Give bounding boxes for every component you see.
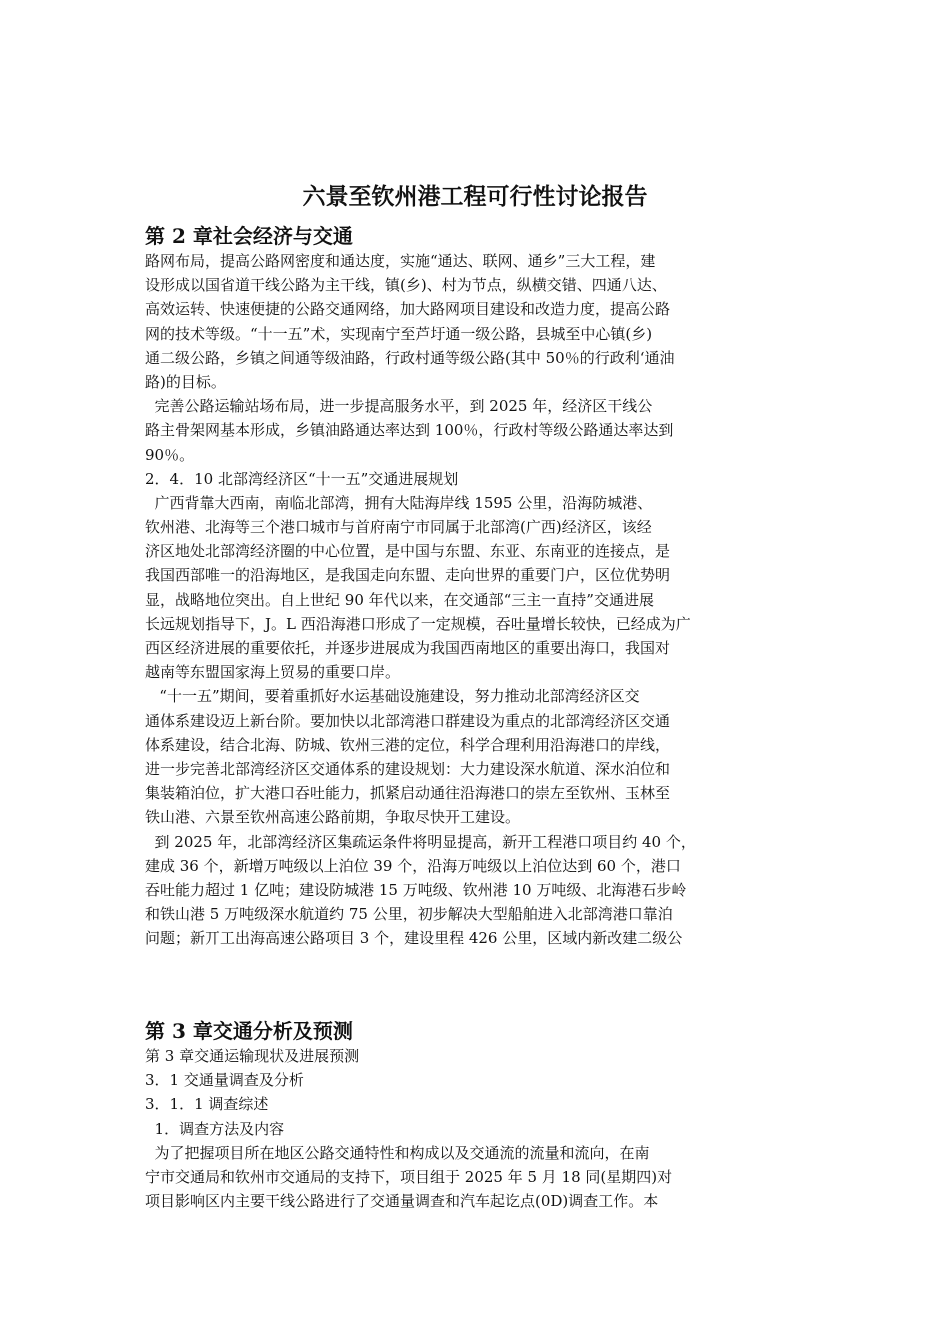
body-line: 越南等东盟国家海上贸易的重要口岸。 xyxy=(145,663,401,682)
chapter-3-heading: 第 3 章交通分析及预测 xyxy=(145,1019,353,1043)
body-line: 完善公路运输站场布局，进一步提高服务水平，到 2025 年，经济区干线公 xyxy=(145,397,653,416)
body-line: 宁市交通局和钦州市交通局的支持下，项目组于 2025 年 5 月 18 同(星期四)对 xyxy=(145,1167,673,1186)
body-line: “十一五”期间，要着重抓好水运基础设施建设，努力推动北部湾经济区交 xyxy=(145,687,640,706)
chapter-2-body xyxy=(145,249,765,950)
body-line: 设形成以国省道干线公路为主干线，镇(乡)、村为节点，纵横交错、四通八达、 xyxy=(145,276,667,295)
section-heading: 1．调查方法及内容 xyxy=(145,1119,285,1138)
body-line: 广西背靠大西南，南临北部湾，拥有大陆海岸线 1595 公里，沿海防城港、 xyxy=(145,493,653,512)
body-line: 进一步完善北部湾经济区交通体系的建设规划：大力建设深水航道、深水泊位和 xyxy=(145,759,671,778)
body-line: 济区地处北部湾经济圈的中心位置，是中国与东盟、东亚、东南亚的连接点，是 xyxy=(145,542,671,561)
section-heading: 3．1 交通量调查及分析 xyxy=(145,1071,304,1090)
body-line: 为了把握项目所在地区公路交通特性和构成以及交通流的流量和流向，在南 xyxy=(145,1143,650,1162)
body-line: 高效运转、快速便捷的公路交通网络，加大路网项目建设和改造力度，提高公路 xyxy=(145,300,671,319)
section-heading: 2．4．10 北部湾经济区“十一五”交通进展规划 xyxy=(145,469,459,488)
body-line: 路网布局，提高公路网密度和通达度，实施“通达、联网、通乡”三大工程，建 xyxy=(145,252,656,270)
body-line: 路主骨架网基本形成，乡镇油路通达率达到 100％，行政村等级公路通达率达到 xyxy=(145,421,674,440)
section-heading: 3．1．1 调查综述 xyxy=(145,1095,269,1114)
body-line: 吞吐能力超过 1 亿吨；建设防城港 15 万吨级、钦州港 10 万吨级、北海港石步岭 xyxy=(145,880,687,899)
body-line: 网的技术等级。“十一五”术，实现南宁至芦圩通一级公路，县城至中心镇(乡) xyxy=(145,324,653,343)
body-line: 项目影响区内主要干线公路进行了交通量调查和汽车起讫点(0D)调查工作。本 xyxy=(145,1192,659,1211)
body-line: 通体系建设迈上新台阶。要加快以北部湾港口群建设为重点的北部湾经济区交通 xyxy=(145,711,671,730)
body-line: 到 2025 年，北部湾经济区集疏运条件将明显提高，新开工程港口项目约 40 个， xyxy=(145,832,696,851)
document-title: 六景至钦州港工程可行性讨论报告 xyxy=(302,183,648,210)
section-heading: 第 3 章交通运输现状及进展预测 xyxy=(145,1047,360,1065)
body-line: 问题；新丌工出海高速公路项目 3 个，建设里程 426 公里，区域内新改建二级公 xyxy=(145,929,683,948)
chapter-2-heading: 第 2 章社会经济与交通 xyxy=(145,224,353,248)
body-line: 长远规划指导下，J。L 西沿海港口形成了一定规模，吞吐量增长较快，已经成为广 xyxy=(145,614,691,633)
body-line: 显，战略地位突出。自上世纪 90 年代以来，在交通部“三主一直持”交通进展 xyxy=(145,590,654,609)
body-line: 体系建设，结合北海、防城、钦州三港的定位，科学合理利用沿海港口的岸线， xyxy=(145,735,671,754)
body-line: 集装箱泊位，扩大港口吞吐能力，抓紧启动通往沿海港口的崇左至钦州、玉林至 xyxy=(145,784,671,803)
body-line: 和铁山港 5 万吨级深水航道约 75 公里，初步解决大型船舶进入北部湾港口靠泊 xyxy=(145,905,673,924)
body-line: 建成 36 个，新增万吨级以上泊位 39 个，沿海万吨级以上泊位达到 60 个，港口 xyxy=(145,856,681,875)
body-line: 90％。 xyxy=(145,445,195,464)
body-line: 路)的目标。 xyxy=(145,372,226,391)
chapter-3-body xyxy=(145,1044,765,1213)
body-line: 铁山港、六景至钦州高速公路前期，争取尽快开工建设。 xyxy=(145,808,521,827)
body-line: 钦州港、北海等三个港口城市与首府南宁市同属于北部湾(广西)经济区，该经 xyxy=(145,518,652,537)
body-line: 西区经济进展的重要依托，并逐步进展成为我国西南地区的重要出海口，我国对 xyxy=(145,639,671,657)
body-line: 通二级公路，乡镇之间通等级油路，行政村通等级公路(其中 50％的行政利‘通油 xyxy=(145,348,675,367)
body-line: 我国西部唯一的沿海地区，是我国走向东盟、走向世界的重要门户，区位优势明 xyxy=(145,566,671,585)
